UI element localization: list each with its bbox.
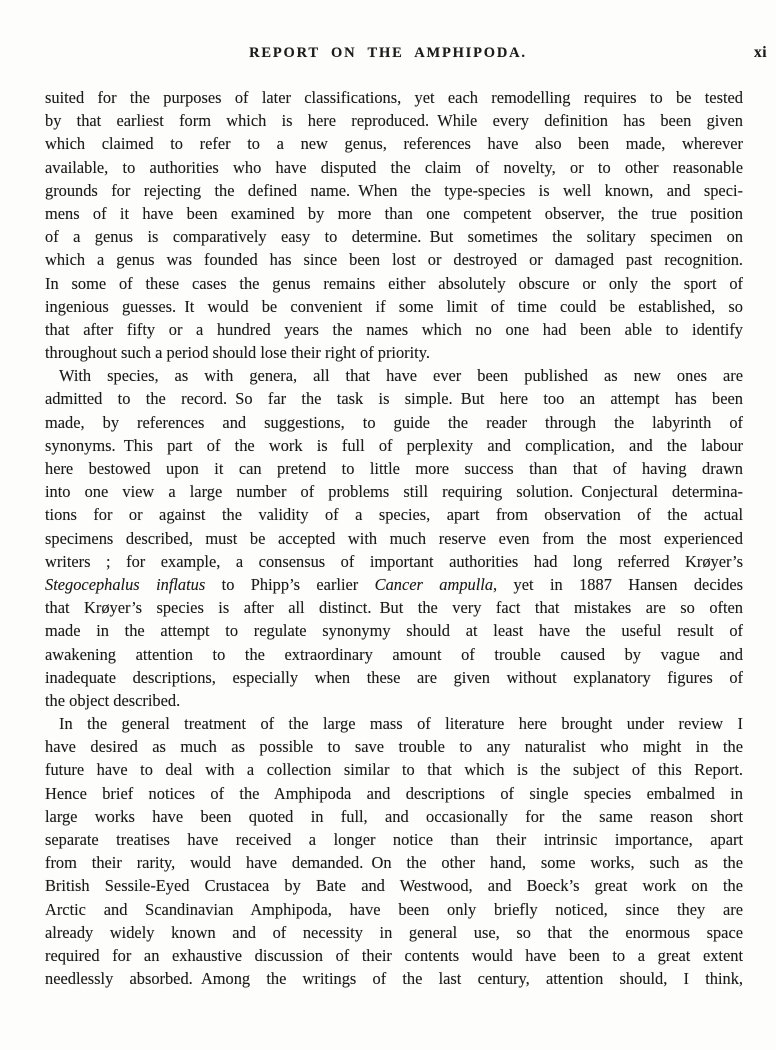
text-line: In the general treatment of the large mass of literature here brought under review I bbox=[59, 714, 743, 734]
text-line bbox=[45, 573, 743, 596]
text-line: have desired as much as possible to save trouble to any naturalist who might in the bbox=[45, 737, 743, 757]
text-line: synonyms. This part of the work is full of perplexity and complication, and the labour bbox=[45, 435, 743, 455]
text-line: large works have been quoted in full, and occasionally for the same reason short bbox=[45, 806, 743, 826]
species-name-italic: Cancer ampulla bbox=[374, 574, 494, 594]
text-line: suited for the purposes of later classifications, yet each remodelling requires to be tested bbox=[45, 88, 743, 107]
species-name-italic: Stegocephalus inflatus bbox=[45, 574, 206, 594]
text-line: the object described. bbox=[45, 690, 181, 710]
text-line: British Sessile-Eyed Crustacea by Bate and Westwood, and Boeck’s great work on the bbox=[45, 876, 743, 896]
text-line: admitted to the record. So far the task is simple. But here too an attempt has been bbox=[45, 389, 743, 409]
text-line: available, to authorities who have disputed the claim of novelty, or to other reasonable bbox=[45, 157, 743, 177]
text-line: from their rarity, would have demanded. On the other hand, some works, such as the bbox=[45, 853, 743, 873]
text-line: inadequate descriptions, especially when these are given without explanatory figures of bbox=[45, 667, 743, 687]
text-line: which claimed to refer to a new genus, references have also been made, wherever bbox=[45, 134, 743, 154]
text-line: future have to deal with a collection similar to that which is the subject of this Report. bbox=[45, 760, 743, 780]
text-line: mens of it have been examined by more than one competent observer, the true position bbox=[45, 203, 743, 223]
text-line: grounds for rejecting the defined name. When the type-species is well known, and speci- bbox=[45, 180, 743, 200]
text-line: made in the attempt to regulate synonymy should at least have the useful result of bbox=[45, 621, 743, 641]
text-line: of a genus is comparatively easy to determine. But sometimes the solitary specimen on bbox=[45, 227, 743, 247]
text-line: that after fifty or a hundred years the names which no one had been able to identify bbox=[45, 319, 743, 339]
text-line: With species, as with genera, all that have ever been published as new ones are bbox=[59, 366, 743, 386]
text-line: into one view a large number of problems still requiring solution. Conjectural determina- bbox=[45, 482, 743, 502]
text-line: that Krøyer’s species is after all distinct. But the very fact that mistakes are so often bbox=[45, 598, 743, 618]
text-line: which a genus was founded has since been lost or destroyed or damaged past recognition. bbox=[45, 250, 743, 270]
text-line: ingenious guesses. It would be convenient if some limit of time could be established, so bbox=[45, 296, 743, 316]
page-number: xi bbox=[753, 44, 767, 61]
text-line: specimens described, must be accepted with much reserve even from the most experienced bbox=[45, 528, 743, 548]
text-line: already widely known and of necessity in general use, so that the enormous space bbox=[45, 922, 743, 942]
text-line: tions for or against the validity of a species, apart from observation of the actual bbox=[45, 505, 743, 525]
text-line: needlessly absorbed. Among the writings of the last century, attention should, I think, bbox=[45, 969, 743, 989]
text-run: , yet in 1887 Hansen decides bbox=[493, 574, 743, 594]
text-line: Arctic and Scandinavian Amphipoda, have been only briefly noticed, since they are bbox=[45, 899, 743, 919]
text-line: throughout such a period should lose their right of priority. bbox=[45, 343, 430, 363]
text-run: to Phipp’s earlier bbox=[205, 574, 375, 594]
text-line: required for an exhaustive discussion of their contents would have been to a great extent bbox=[45, 945, 743, 965]
text-line: by that earliest form which is here reproduced. While every definition has been given bbox=[45, 111, 743, 131]
text-line: made, by references and suggestions, to guide the reader through the labyrinth of bbox=[45, 412, 743, 432]
running-head-title: REPORT ON THE AMPHIPODA. bbox=[249, 45, 527, 61]
body-text-block bbox=[45, 86, 743, 990]
text-line: awakening attention to the extraordinary amount of trouble caused by vague and bbox=[45, 644, 743, 664]
text-line: separate treatises have received a longer notice than their intrinsic importance, apart bbox=[45, 830, 743, 849]
text-line: writers ; for example, a consensus of important authorities had long referred Krøyer’s bbox=[45, 551, 743, 571]
text-line: In some of these cases the genus remains either absolutely obscure or only the sport of bbox=[45, 273, 743, 293]
text-line: here bestowed upon it can pretend to little more success than that of having drawn bbox=[45, 459, 743, 478]
text-line: Hence brief notices of the Amphipoda and descriptions of single species embalmed in bbox=[45, 783, 743, 803]
